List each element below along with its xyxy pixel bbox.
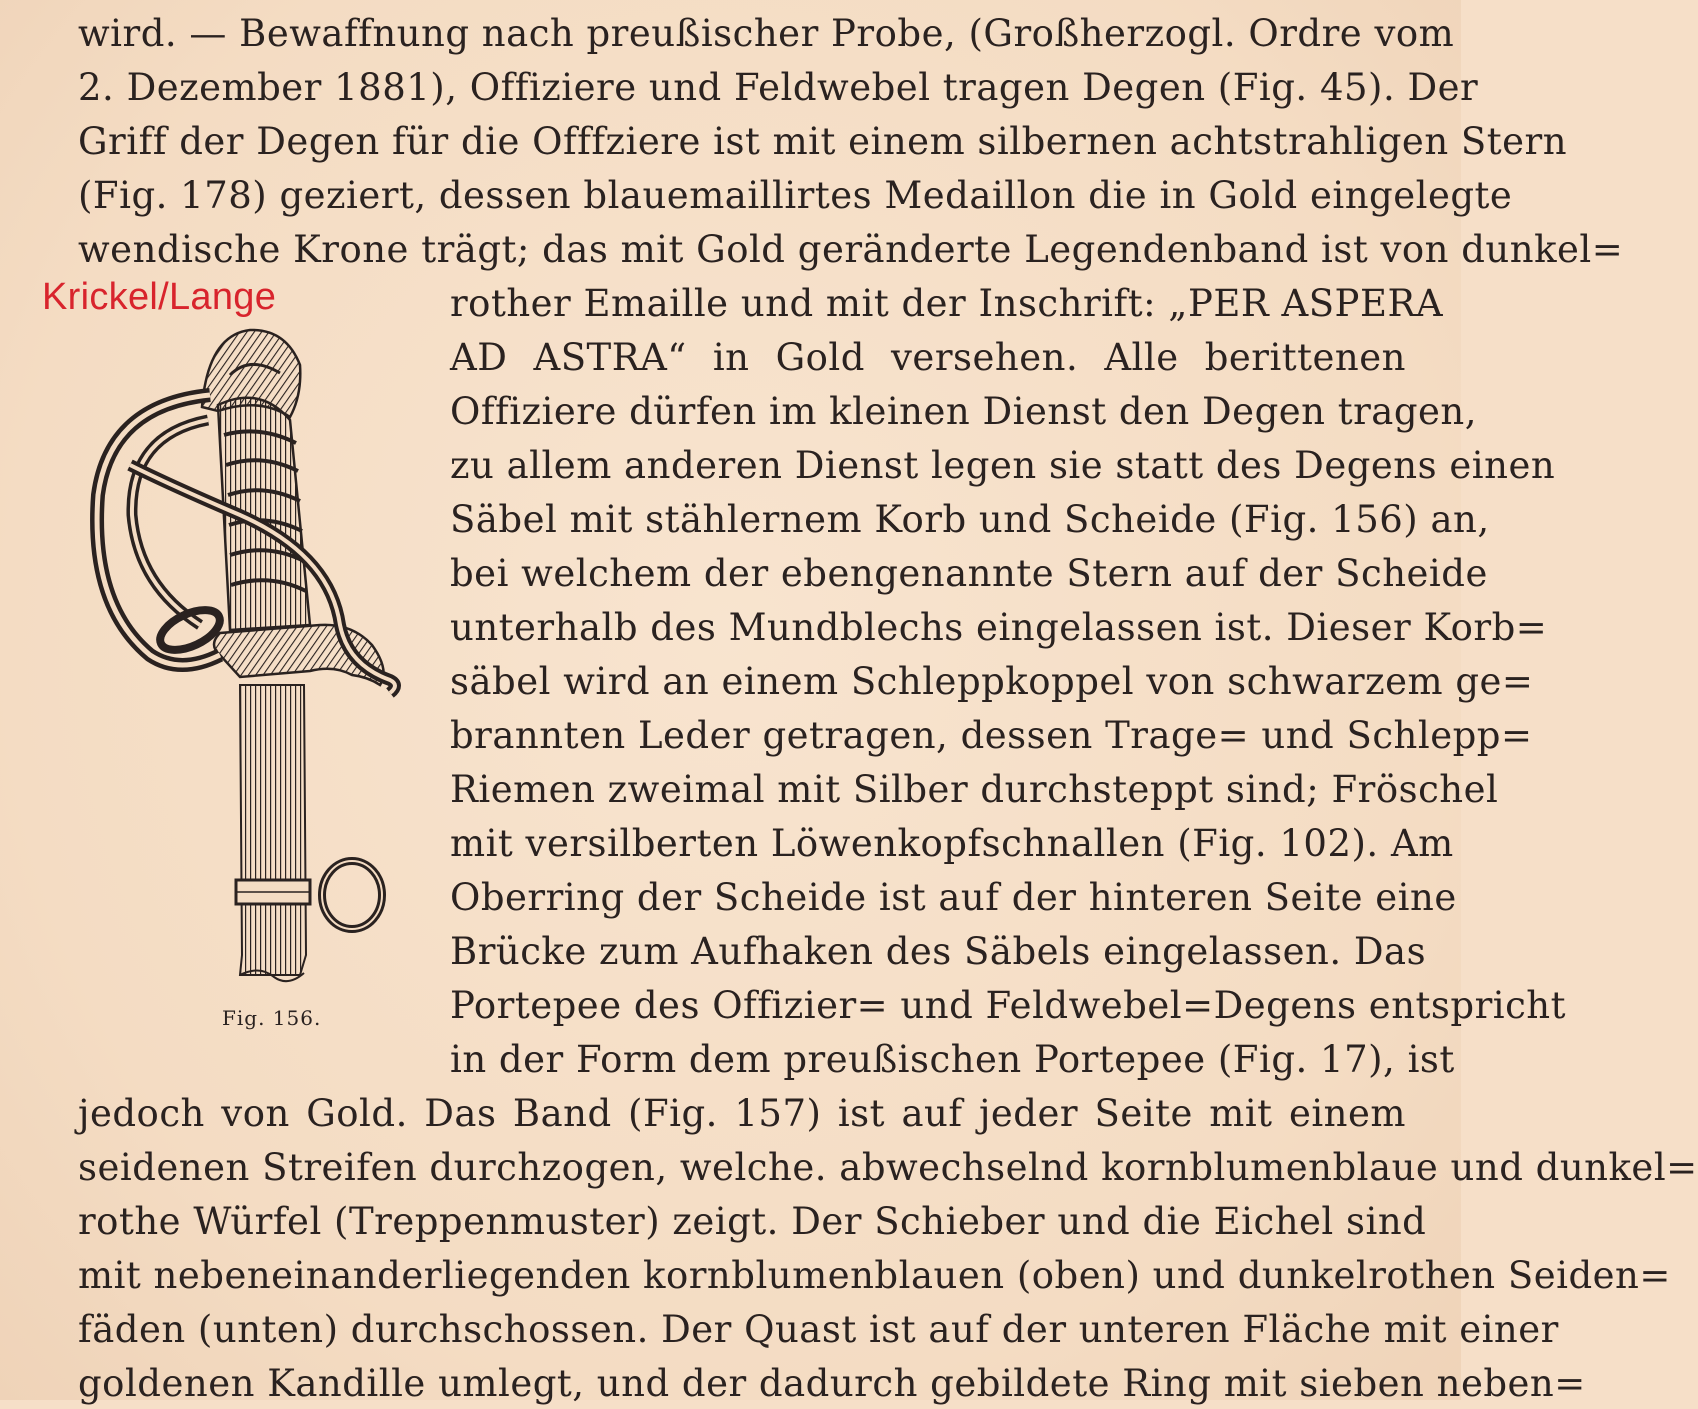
text-line: fäden (unten) durchschossen. Der Quast ist auf der unteren Fläche mit einer — [78, 1308, 1559, 1351]
figure-caption: Fig. 156. — [222, 1006, 322, 1030]
text-line: säbel wird an einem Schleppkoppel von schwarzem ge= — [450, 660, 1534, 703]
text-line: brannten Leder getragen, dessen Trage= und Schlepp= — [450, 714, 1533, 757]
text-line: in der Form dem preußischen Portepee (Fig. 17), ist — [450, 1038, 1455, 1081]
text-line: Offiziere dürfen im kleinen Dienst den Degen tragen, — [450, 390, 1478, 433]
text-line: mit versilberten Löwenkopfschnallen (Fig. 102). Am — [450, 822, 1454, 865]
text-line: Säbel mit stählernem Korb und Scheide (Fig. 156) an, — [450, 498, 1490, 541]
watermark-label: Krickel/Lange — [42, 276, 277, 318]
text-line: wendische Krone trägt; das mit Gold geränderte Legendenband ist von dunkel= — [78, 228, 1624, 271]
text-line: jedoch von Gold. Das Band (Fig. 157) ist auf jeder Seite mit einem — [78, 1092, 1406, 1135]
text-line: wird. — Bewaffnung nach preußischer Probe, (Großherzogl. Ordre vom — [78, 12, 1455, 55]
text-line: zu allem anderen Dienst legen sie statt des Degens einen — [450, 444, 1556, 487]
text-line: 2. Dezember 1881), Offiziere und Feldwebel tragen Degen (Fig. 45). Der — [78, 66, 1479, 109]
sabre-illustration — [90, 325, 410, 990]
text-line: Brücke zum Aufhaken des Säbels eingelassen. Das — [450, 930, 1427, 973]
text-line: (Fig. 178) geziert, dessen blauemaillirtes Medaillon die in Gold eingelegte — [78, 174, 1513, 217]
text-line: goldenen Kandille umlegt, und der dadurch gebildete Ring mit sieben neben= — [78, 1362, 1586, 1405]
text-line: unterhalb des Mundblechs eingelassen ist. Dieser Korb= — [450, 606, 1548, 649]
text-line: Griff der Degen für die Offfziere ist mit einem silbernen achtstrahligen Stern — [78, 120, 1568, 163]
text-line: Oberring der Scheide ist auf der hinteren Seite eine — [450, 876, 1457, 919]
text-line: bei welchem der ebengenannte Stern auf der Scheide — [450, 552, 1488, 595]
text-line: Riemen zweimal mit Silber durchsteppt sind; Fröschel — [450, 768, 1499, 811]
text-line: AD ASTRA“ in Gold versehen. Alle berittenen — [450, 336, 1406, 379]
text-line: mit nebeneinanderliegenden kornblumenblauen (oben) und dunkelrothen Seiden= — [78, 1254, 1671, 1297]
text-line: Portepee des Offizier= und Feldwebel=Degens entspricht — [450, 984, 1567, 1027]
text-line: rother Emaille und mit der Inschrift: „PER ASPERA — [450, 282, 1444, 325]
text-line: rothe Würfel (Treppenmuster) zeigt. Der Schieber und die Eichel sind — [78, 1200, 1427, 1243]
text-line: seidenen Streifen durchzogen, welche. abwechselnd kornblumenblaue und dunkel= — [78, 1146, 1698, 1189]
